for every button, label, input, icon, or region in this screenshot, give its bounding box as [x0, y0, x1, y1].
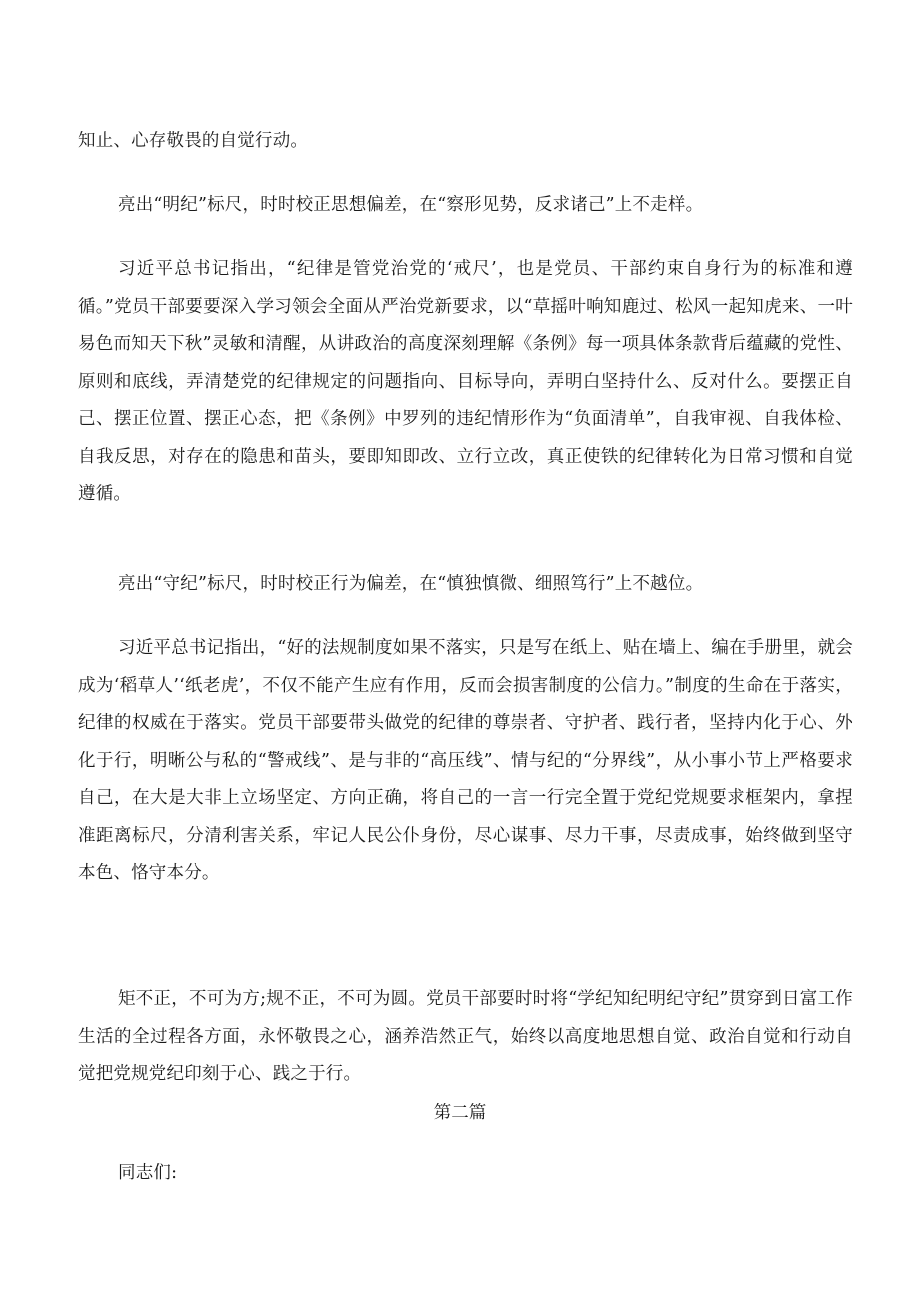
paragraph-mingji-heading: 亮出“明纪”标尺，时时校正思想偏差，在“察形见势，反求诸己”上不走样。 [118, 195, 704, 215]
paragraph-conclusion: 矩不正，不可为方;规不正，不可为圆。党员干部要时时将“学纪知纪明纪守纪”贯穿到日富工作生活的全过程各方面，永怀敬畏之心，涵养浩然正气，始终以高度地思想自觉、政治自觉和行动自觉把党规党纪印刻于心、践之于行。 [78, 989, 853, 1084]
greeting: 同志们: [118, 1163, 178, 1183]
paragraph-shouji-heading: 亮出“守纪”标尺，时时校正行为偏差，在“慎独慎微、细照笃行”上不越位。 [118, 574, 704, 594]
paragraph-mingji-body: 习近平总书记指出，“纪律是管党治党的‘戒尺’，也是党员、干部约束自身行为的标准和遵循。”党员干部要要深入学习领会全面从严治党新要求，以“草摇叶响知鹿过、松风一起知虎来、一叶易色而知天下秋”灵敏和清醒，从讲政治的高度深刻理解《条例》每一项具体条款背后蕴藏的党性、原则和底线，弄清楚党的纪律规定的问题指向、目标导向，弄明白坚持什么、反对什么。要摆正自己、摆正位置、摆正心态，把《条例》中罗列的违纪情形作为“负面清单”，自我审视、自我体检、自我反思，对存在的隐患和苗头，要即知即改、立行立改，真正使铁的纪律转化为日常习惯和自觉遵循。 [78, 259, 853, 504]
section-title: 第二篇 [433, 1103, 487, 1123]
paragraph-shouji-body: 习近平总书记指出，“好的法规制度如果不落实，只是写在纸上、贴在墙上、编在手册里，就会成为‘稻草人’‘纸老虎’，不仅不能产生应有作用，反而会损害制度的公信力。”制度的生命在于落实，纪律的权威在于落实。党员干部要带头做党的纪律的尊崇者、守护者、践行者，坚持内化于心、外化于行，明晰公与私的“警戒线”、是与非的“高压线”、情与纪的“分界线”，从小事小节上严格要求自己，在大是大非上立场坚定、方向正确，将自己的一言一行完全置于党纪党规要求框架内，拿捏准距离标尺，分清利害关系，牢记人民公仆身份，尽心谋事、尽力干事，尽责成事，始终做到坚守本色、恪守本分。 [78, 638, 853, 883]
paragraph-1-continuation: 知止、心存敬畏的自觉行动。 [78, 131, 309, 151]
